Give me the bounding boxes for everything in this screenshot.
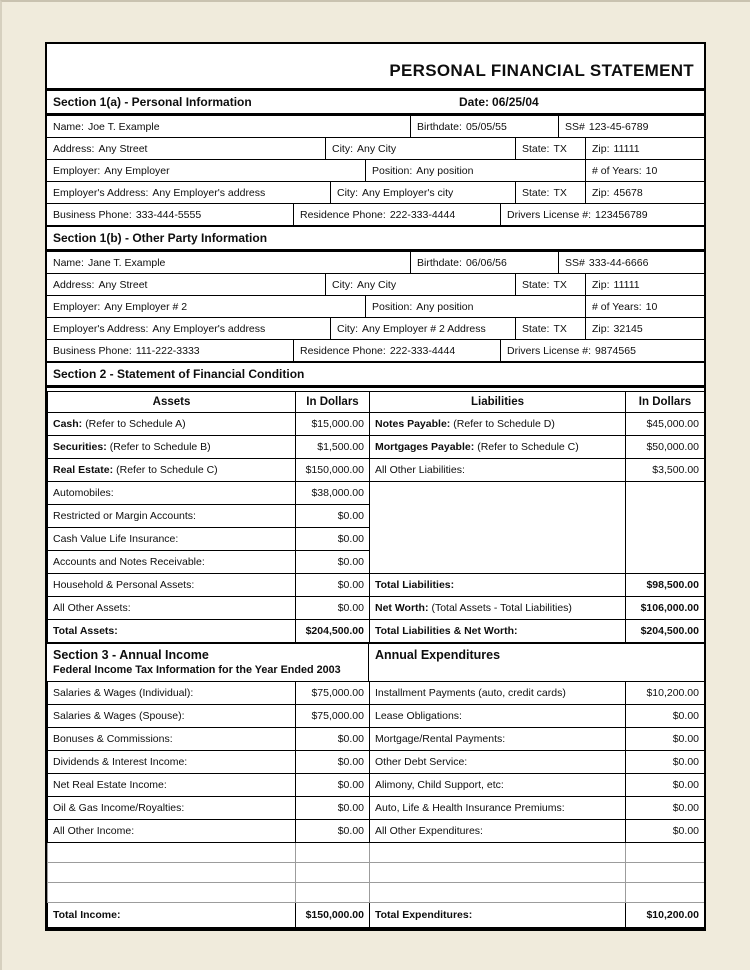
liability-label-cell: Total Liabilities & Net Worth: [370, 620, 626, 643]
asset-label-cell: Total Assets: [48, 620, 296, 643]
field-value: 11111 [613, 142, 640, 155]
income-label-cell: Salaries & Wages (Individual): [48, 681, 296, 704]
field-value: Any position [416, 164, 474, 177]
field-value: Any position [416, 300, 474, 313]
expenditure-amount-cell: $0.00 [626, 819, 705, 842]
liability-amount-cell: $45,000.00 [626, 413, 705, 436]
field-value: 9874565 [595, 344, 636, 357]
field-label: Zip: [592, 186, 610, 199]
asset-label-cell: Restricted or Margin Accounts: [48, 505, 296, 528]
field-label: Address: [53, 278, 95, 291]
field-value: 06/06/56 [465, 256, 507, 269]
field-value: Jane T. Example [87, 256, 166, 269]
field-value: 11111 [613, 278, 640, 291]
row-1a-name [47, 116, 704, 138]
field-label: SS# [565, 256, 585, 269]
table-row [48, 459, 705, 482]
asset-label-cell: Automobiles: [48, 482, 296, 505]
field-employer-address [47, 318, 331, 339]
total-income-amount-cell: $150,000.00 [296, 902, 370, 928]
field-address [47, 138, 326, 159]
section-2-header [47, 362, 704, 388]
field-label: Residence Phone: [300, 344, 386, 357]
field-label: Employer's Address: [53, 322, 149, 335]
liability-label-cell: Net Worth: (Total Assets - Total Liabilities) [370, 597, 626, 620]
liability-empty-cell [370, 482, 626, 574]
asset-label-cell: Household & Personal Assets: [48, 574, 296, 597]
asset-amount-cell: $150,000.00 [296, 459, 370, 482]
asset-amount-cell: $0.00 [296, 505, 370, 528]
field-employer [47, 296, 366, 317]
field-value: Any Employer's city [362, 186, 454, 199]
expenditure-label-cell: Installment Payments (auto, credit cards) [370, 681, 626, 704]
liability-label-cell: Total Liabilities: [370, 574, 626, 597]
field-label: Name: [53, 256, 84, 269]
field-state [516, 138, 586, 159]
table-row [48, 436, 705, 459]
field-years [586, 296, 704, 317]
income-label-cell: Dividends & Interest Income: [48, 750, 296, 773]
income-expenditures-table [47, 681, 705, 930]
field-value: Joe T. Example [87, 120, 160, 133]
liability-amount-cell: $98,500.00 [626, 574, 705, 597]
liability-label-cell: All Other Liabilities: [370, 459, 626, 482]
field-employer-city [331, 182, 516, 203]
asset-amount-cell: $204,500.00 [296, 620, 370, 643]
section-3-heading-line1: Section 3 - Annual Income [53, 647, 209, 662]
income-amount-cell: $75,000.00 [296, 704, 370, 727]
field-label: Name: [53, 120, 84, 133]
table-row [48, 796, 705, 819]
field-years [586, 160, 704, 181]
asset-label-cell: Cash Value Life Insurance: [48, 528, 296, 551]
field-drivers-license [501, 204, 704, 225]
field-value: 222-333-4444 [389, 344, 456, 357]
field-state [516, 274, 586, 295]
field-zip [586, 274, 704, 295]
liability-label-cell: Mortgages Payable: (Refer to Schedule C) [370, 436, 626, 459]
field-employer-address [47, 182, 331, 203]
empty-row [48, 862, 705, 882]
field-employer [47, 160, 366, 181]
income-label-cell: Salaries & Wages (Spouse): [48, 704, 296, 727]
asset-amount-cell: $0.00 [296, 528, 370, 551]
table-row [48, 620, 705, 643]
field-value: Any Employer # 2 Address [362, 322, 486, 335]
asset-amount-cell: $1,500.00 [296, 436, 370, 459]
field-label: Drivers License #: [507, 344, 592, 357]
field-value: 333-444-5555 [135, 208, 202, 221]
page-title: PERSONAL FINANCIAL STATEMENT [47, 44, 704, 91]
expenditure-label-cell: Other Debt Service: [370, 750, 626, 773]
field-value: TX [553, 322, 567, 335]
field-value: 123456789 [595, 208, 648, 221]
section-1a-heading: Section 1(a) - Personal Information [53, 95, 252, 109]
empty-row [48, 842, 705, 862]
field-label: Zip: [592, 142, 610, 155]
field-value: 222-333-4444 [389, 208, 456, 221]
field-residence-phone [294, 204, 501, 225]
field-value: 333-44-6666 [588, 256, 649, 269]
field-label: Position: [372, 300, 413, 313]
row-1b-phones [47, 340, 704, 362]
liability-amount-cell: $204,500.00 [626, 620, 705, 643]
field-value: TX [553, 142, 567, 155]
asset-amount-cell: $15,000.00 [296, 413, 370, 436]
financial-statement-document [45, 42, 706, 931]
field-label: Employer: [53, 300, 101, 313]
column-header-liabilities: Liabilities [370, 392, 626, 413]
expenditure-amount-cell: $0.00 [626, 796, 705, 819]
field-address [47, 274, 326, 295]
field-city [326, 138, 516, 159]
asset-label-cell: Cash: (Refer to Schedule A) [48, 413, 296, 436]
table-row [48, 681, 705, 704]
field-zip [586, 138, 704, 159]
field-drivers-license [501, 340, 704, 361]
table-header-row [48, 392, 705, 413]
asset-amount-cell: $0.00 [296, 597, 370, 620]
table-row [48, 727, 705, 750]
expenditure-amount-cell: $0.00 [626, 750, 705, 773]
field-label: City: [337, 186, 358, 199]
income-amount-cell: $0.00 [296, 796, 370, 819]
total-expenditures-label-cell: Total Expenditures: [370, 902, 626, 928]
field-value: 111-222-3333 [135, 344, 200, 357]
field-label: State: [522, 322, 550, 335]
total-income-label-cell: Total Income: [48, 902, 296, 928]
date-field [459, 95, 542, 110]
liability-amount-cell: $50,000.00 [626, 436, 705, 459]
field-employer-zip [586, 318, 704, 339]
table-row [48, 750, 705, 773]
expenditure-label-cell: Alimony, Child Support, etc: [370, 773, 626, 796]
field-value: 05/05/55 [465, 120, 507, 133]
field-city [326, 274, 516, 295]
expenditure-label-cell: Lease Obligations: [370, 704, 626, 727]
income-label-cell: Bonuses & Commissions: [48, 727, 296, 750]
income-amount-cell: $0.00 [296, 773, 370, 796]
field-name [47, 116, 411, 137]
field-label: Residence Phone: [300, 208, 386, 221]
row-1b-name [47, 252, 704, 274]
table-row [48, 574, 705, 597]
field-value: Any Employer [104, 164, 170, 177]
field-label: SS# [565, 120, 585, 133]
field-value: Any Employer's address [152, 186, 266, 199]
field-label: City: [337, 322, 358, 335]
field-value: Any City [357, 278, 397, 291]
field-birthdate [411, 252, 559, 273]
section-3-header [47, 644, 704, 681]
field-value: TX [553, 278, 567, 291]
field-label: Employer's Address: [53, 186, 149, 199]
asset-label-cell: Accounts and Notes Receivable: [48, 551, 296, 574]
expenditure-amount-cell: $0.00 [626, 704, 705, 727]
liability-amount-cell: $3,500.00 [626, 459, 705, 482]
section-1b-heading: Section 1(b) - Other Party Information [53, 231, 268, 245]
field-employer-city [331, 318, 516, 339]
asset-amount-cell: $0.00 [296, 574, 370, 597]
income-amount-cell: $0.00 [296, 750, 370, 773]
field-label: Birthdate: [417, 120, 462, 133]
field-value: TX [553, 186, 567, 199]
section-2-heading: Section 2 - Statement of Financial Condition [53, 367, 305, 381]
expenditure-amount-cell: $0.00 [626, 773, 705, 796]
table-row [48, 413, 705, 436]
field-value: 45678 [613, 186, 643, 199]
row-1a-employer [47, 160, 704, 182]
date-label: Date: [459, 95, 490, 109]
field-ssn [559, 252, 704, 273]
table-row [48, 597, 705, 620]
row-1b-address [47, 274, 704, 296]
field-employer-state [516, 182, 586, 203]
field-business-phone [47, 340, 294, 361]
expenditure-label-cell: Auto, Life & Health Insurance Premiums: [370, 796, 626, 819]
column-header-assets: Assets [48, 392, 296, 413]
field-value: Any Employer's address [152, 322, 266, 335]
income-label-cell: Net Real Estate Income: [48, 773, 296, 796]
empty-row [48, 882, 705, 902]
row-1a-employer-address [47, 182, 704, 204]
section-1b-header [47, 226, 704, 252]
column-header-in-dollars: In Dollars [626, 392, 705, 413]
row-1b-employer-address [47, 318, 704, 340]
section-3-heading-line2: Federal Income Tax Information for the Year Ended 2003 [53, 663, 341, 676]
table-row [48, 482, 705, 505]
field-business-phone [47, 204, 294, 225]
liability-amount-cell: $106,000.00 [626, 597, 705, 620]
field-label: City: [332, 278, 353, 291]
field-label: Business Phone: [53, 344, 132, 357]
field-label: # of Years: [592, 300, 642, 313]
section-3-income-heading [47, 644, 369, 681]
income-amount-cell: $0.00 [296, 819, 370, 842]
section-1a-header [47, 91, 704, 116]
field-birthdate [411, 116, 559, 137]
field-label: Zip: [592, 322, 610, 335]
table-row [48, 819, 705, 842]
income-amount-cell: $0.00 [296, 727, 370, 750]
row-1a-phones [47, 204, 704, 226]
field-value: Any Employer # 2 [104, 300, 188, 313]
table-row [48, 773, 705, 796]
table-row [48, 704, 705, 727]
income-amount-cell: $75,000.00 [296, 681, 370, 704]
field-residence-phone [294, 340, 501, 361]
field-label: State: [522, 186, 550, 199]
asset-amount-cell: $38,000.00 [296, 482, 370, 505]
financial-condition-table [47, 391, 705, 644]
field-value: Any Street [98, 142, 148, 155]
expenditure-label-cell: All Other Expenditures: [370, 819, 626, 842]
income-label-cell: Oil & Gas Income/Royalties: [48, 796, 296, 819]
field-value: 10 [645, 164, 658, 177]
row-1b-employer [47, 296, 704, 318]
field-value: 32145 [613, 322, 643, 335]
field-label: Employer: [53, 164, 101, 177]
field-label: # of Years: [592, 164, 642, 177]
field-value: Any City [357, 142, 397, 155]
column-header-in-dollars: In Dollars [296, 392, 370, 413]
section-3-expenditures-heading: Annual Expenditures [375, 647, 501, 662]
expenditure-amount-cell: $10,200.00 [626, 681, 705, 704]
field-label: Birthdate: [417, 256, 462, 269]
field-value: 123-45-6789 [588, 120, 649, 133]
field-label: State: [522, 278, 550, 291]
field-label: Address: [53, 142, 95, 155]
totals-row [48, 902, 705, 928]
asset-amount-cell: $0.00 [296, 551, 370, 574]
field-label: Drivers License #: [507, 208, 592, 221]
field-label: State: [522, 142, 550, 155]
date-value: 06/25/04 [492, 95, 539, 109]
field-position [366, 160, 586, 181]
field-employer-zip [586, 182, 704, 203]
field-label: Business Phone: [53, 208, 132, 221]
field-ssn [559, 116, 704, 137]
field-value: 10 [645, 300, 658, 313]
asset-label-cell: Securities: (Refer to Schedule B) [48, 436, 296, 459]
asset-label-cell: All Other Assets: [48, 597, 296, 620]
liability-label-cell: Notes Payable: (Refer to Schedule D) [370, 413, 626, 436]
field-position [366, 296, 586, 317]
liability-empty-amount-cell [626, 482, 705, 574]
field-label: City: [332, 142, 353, 155]
field-name [47, 252, 411, 273]
expenditure-amount-cell: $0.00 [626, 727, 705, 750]
field-label: Zip: [592, 278, 610, 291]
field-label: Position: [372, 164, 413, 177]
asset-label-cell: Real Estate: (Refer to Schedule C) [48, 459, 296, 482]
row-1a-address [47, 138, 704, 160]
field-value: Any Street [98, 278, 148, 291]
income-label-cell: All Other Income: [48, 819, 296, 842]
field-employer-state [516, 318, 586, 339]
total-expenditures-amount-cell: $10,200.00 [626, 902, 705, 928]
expenditure-label-cell: Mortgage/Rental Payments: [370, 727, 626, 750]
